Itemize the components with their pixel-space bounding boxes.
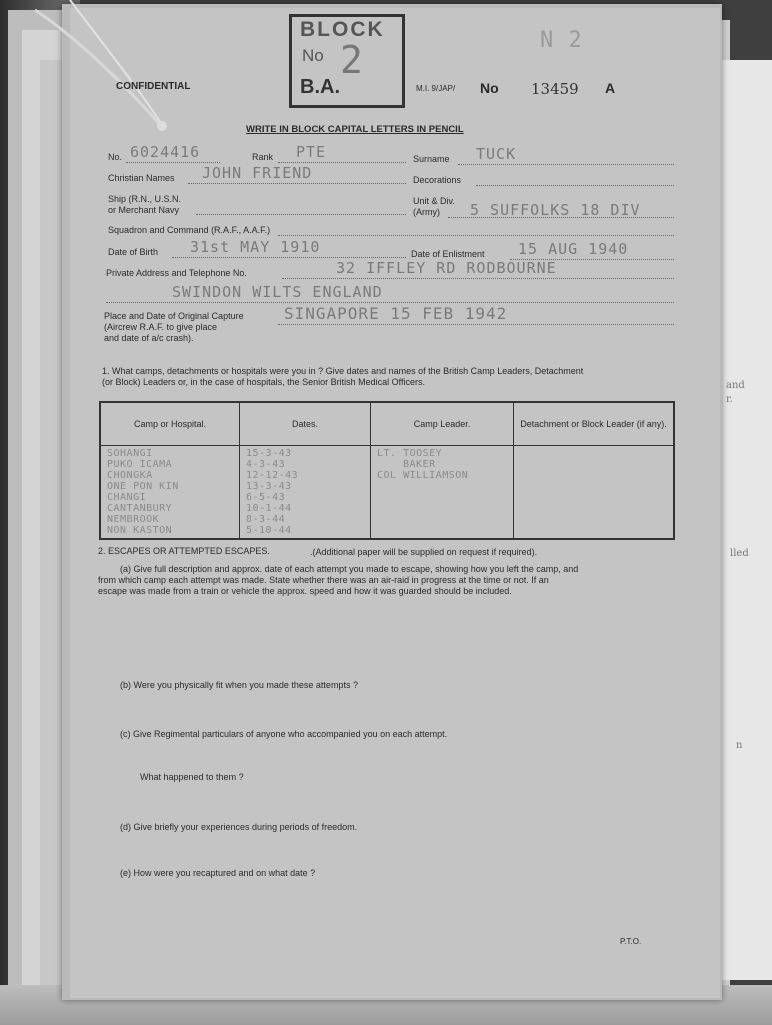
address-line-1	[282, 278, 674, 279]
capture-line	[278, 324, 674, 325]
surname-value: TUCK	[476, 145, 517, 163]
stamp-ba-text: B.A.	[300, 76, 340, 98]
unit-label-line1: Unit & Div.	[413, 196, 455, 206]
q2-title: 2. ESCAPES OR ATTEMPTED ESCAPES.	[98, 546, 270, 556]
squadron-label: Squadron and Command (R.A.F., A.A.F.)	[108, 225, 271, 235]
camps-table	[99, 401, 675, 540]
no-label: No	[480, 80, 499, 96]
rank-value: PTE	[296, 143, 327, 161]
surname-line	[458, 164, 674, 165]
table-cell: ONE PON KIN	[107, 481, 179, 492]
no-label: No.	[108, 152, 123, 162]
table-cell: 8-3-44	[246, 514, 286, 525]
side-fragment: and	[726, 380, 745, 391]
side-fragment: lled	[730, 548, 749, 559]
table-cell: NEMBROOK	[107, 514, 160, 525]
ship-line	[196, 214, 406, 215]
ship-label-line1: Ship (R.N., U.S.N.	[108, 194, 182, 204]
table-cell: 4-3-43	[246, 459, 286, 470]
table-cell: CHONGKA	[107, 470, 153, 481]
no-line	[126, 162, 220, 163]
table-cell: SOHANGI	[107, 448, 153, 459]
pencil-mark: N 2	[540, 28, 583, 53]
capture-label-line3: and date of a/c crash).	[104, 333, 194, 343]
decorations-line	[476, 185, 674, 186]
side-fragment: r.	[726, 394, 733, 405]
table-cell: PUKO ICAMA	[107, 459, 173, 470]
christian-names-value: JOHN FRIEND	[202, 164, 313, 182]
side-fragment: n	[736, 740, 743, 751]
ref-prefix: M.I. 9/JAP/	[416, 84, 456, 93]
header-detachment-leader: Detachment or Block Leader (if any).	[514, 402, 675, 446]
form-suffix: A	[605, 80, 616, 96]
enlistment-value: 15 AUG 1940	[518, 240, 629, 258]
header-camp: Camp or Hospital.	[100, 402, 240, 446]
tag-string-icon	[30, 0, 180, 140]
table-cell: 15-3-43	[246, 448, 292, 459]
q2e-text: (e) How were you recaptured and on what date ?	[120, 868, 316, 878]
unit-value: 5 SUFFOLKS 18 DIV	[470, 201, 641, 219]
dates-column	[240, 446, 371, 540]
header-camp-leader: Camp Leader.	[371, 402, 514, 446]
address-line-2	[106, 302, 674, 303]
capture-label-line1: Place and Date of Original Capture	[104, 311, 244, 321]
table-cell: NON KASTON	[107, 525, 173, 536]
squadron-line	[278, 235, 674, 236]
dob-line	[172, 257, 406, 258]
rank-label: Rank	[252, 152, 274, 162]
confidential-label: CONFIDENTIAL	[116, 81, 191, 92]
decorations-label: Decorations	[413, 175, 462, 185]
dob-label: Date of Birth	[108, 247, 159, 257]
camps-column	[100, 446, 240, 540]
detachment-column	[514, 446, 675, 540]
q2a-line1: (a) Give full description and approx. date of each attempt you made to escape, showing how you left the camp, and	[120, 564, 579, 574]
stamp-no-text: No	[302, 46, 324, 65]
christian-names-label: Christian Names	[108, 173, 175, 183]
form-number: 13459	[531, 80, 579, 98]
table-cell: 10-1-44	[246, 503, 292, 514]
q2d-text: (d) Give briefly your experiences during periods of freedom.	[120, 822, 358, 832]
q1-text-line2: (or Block) Leaders or, in the case of hospitals, the Senior British Medical Officers.	[102, 377, 425, 387]
leaders-column	[371, 446, 514, 540]
table-cell: BAKER	[403, 459, 436, 470]
table-cell: 5-10-44	[246, 525, 292, 536]
dob-value: 31st MAY 1910	[190, 238, 321, 256]
q2-note: .(Additional paper will be supplied on request if required).	[310, 547, 538, 557]
capture-value: SINGAPORE 15 FEB 1942	[284, 304, 508, 323]
stamp-number: 2	[340, 38, 363, 82]
q2a-line3: escape was made from a train or vehicle the approx. speed and how it was guarded should be included.	[98, 586, 512, 596]
christian-names-line	[188, 183, 406, 184]
q2c-followup: What happened to them ?	[140, 772, 244, 782]
enlistment-label: Date of Enlistment	[411, 249, 485, 259]
q2a-line2: from which camp each attempt was made. State whether there was an air-raid in progress at the time or not. If an	[98, 575, 549, 585]
table-cell: COL WILLIAMSON	[377, 470, 469, 481]
surname-label: Surname	[413, 154, 450, 164]
capture-label-line2: (Aircrew R.A.F. to give place	[104, 322, 218, 332]
table-cell: LT. TOOSEY	[377, 448, 443, 459]
table-cell: CHANGI	[107, 492, 147, 503]
q2c-text: (c) Give Regimental particulars of anyone who accompanied you on each attempt.	[120, 729, 448, 739]
table-cell: 12-12-43	[246, 470, 299, 481]
instruction-heading: WRITE IN BLOCK CAPITAL LETTERS IN PENCIL	[246, 124, 464, 135]
address-value-line2: SWINDON WILTS ENGLAND	[172, 283, 383, 301]
q1-text-line1: 1. What camps, detachments or hospitals were you in ? Give dates and names of the British Camp Leaders, Detachment	[102, 366, 584, 376]
pto-label: P.T.O.	[620, 937, 642, 946]
stamp-block-text: BLOCK	[300, 18, 385, 41]
ship-label-line2: or Merchant Navy	[108, 205, 180, 215]
header-dates: Dates.	[240, 402, 371, 446]
table-cell: 13-3-43	[246, 481, 292, 492]
table-cell: 6-5-43	[246, 492, 286, 503]
address-value-line1: 32 IFFLEY RD RODBOURNE	[336, 259, 557, 277]
rank-line	[278, 162, 406, 163]
q2b-text: (b) Were you physically fit when you made these attempts ?	[120, 680, 358, 690]
no-value: 6024416	[130, 143, 201, 161]
unit-label-line2: (Army)	[413, 207, 440, 217]
table-cell: CANTANBURY	[107, 503, 173, 514]
address-label: Private Address and Telephone No.	[106, 268, 247, 278]
